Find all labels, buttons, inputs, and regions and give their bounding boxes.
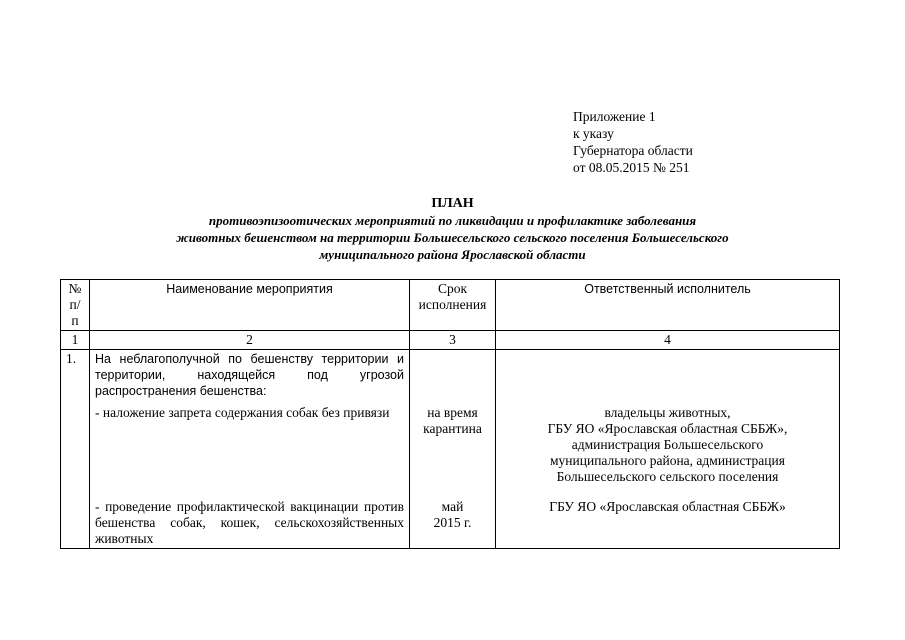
header-responsible: Ответственный исполнитель [496, 280, 840, 331]
responsible-line: Большесельского сельского поселения [556, 469, 779, 484]
plan-heading: ПЛАН [431, 196, 474, 211]
row-number: 1. [61, 350, 90, 549]
appendix-block [573, 108, 693, 176]
column-number: 2 [90, 331, 410, 350]
column-number: 4 [496, 331, 840, 350]
appendix-line: Губернатора области [573, 143, 693, 158]
plan-table [60, 279, 840, 549]
column-number-row [61, 331, 840, 350]
appendix-line: Приложение 1 [573, 109, 656, 124]
action-item: - наложение запрета содержания собак без привязи [95, 405, 390, 420]
action-intro: На неблагополучной по бешенству территории и территории, находящейся под угрозой распространения бешенства: [95, 352, 404, 398]
responsible-line: ГБУ ЯО «Ярославская областная СББЖ» [549, 499, 786, 514]
term-value: май [441, 499, 464, 514]
column-number: 3 [410, 331, 496, 350]
responsible-line: владельцы животных, [604, 405, 731, 420]
responsible-line: муниципального района, администрация [550, 453, 785, 468]
table-header-row [61, 280, 840, 331]
title-line: противоэпизоотических мероприятий по ликвидации и профилактике заболевания [208, 213, 697, 228]
term-value: 2015 г. [433, 515, 472, 530]
appendix-date: от 08.05.2015 № 251 [573, 160, 690, 175]
column-number: 1 [61, 331, 90, 350]
responsible-cell [496, 350, 840, 549]
appendix-line: к указу [573, 126, 614, 141]
title-line: муниципального района Ярославской области [319, 247, 586, 262]
term-cell [410, 350, 496, 549]
action-cell [90, 350, 410, 549]
responsible-line: ГБУ ЯО «Ярославская областная СББЖ», [547, 421, 788, 436]
title-line: животных бешенством на территории Большесельского сельского поселения Большесельского [176, 230, 729, 245]
term-value: на время карантина [423, 405, 482, 436]
action-item: - проведение профилактической вакцинации против бешенства собак, кошек, сельскохозяйственных животных [95, 499, 404, 546]
table-row [61, 350, 840, 549]
header-num: № п/п [61, 280, 90, 331]
responsible-line: администрация Большесельского [571, 437, 764, 452]
header-name: Наименование мероприятия [90, 280, 410, 331]
header-term: Срок исполнения [410, 280, 496, 331]
document-title [80, 195, 825, 263]
